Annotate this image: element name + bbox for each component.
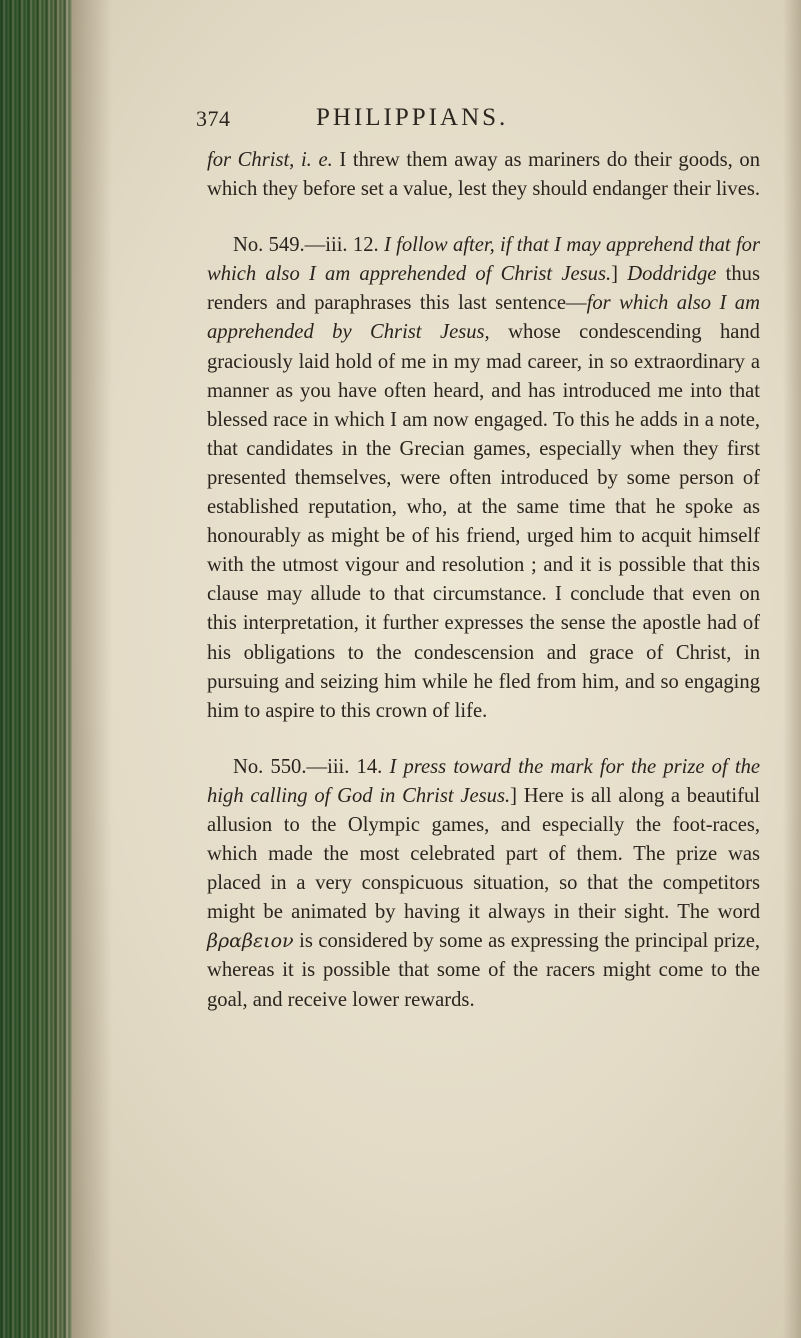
paragraph-text: I threw them away as mariners do their goods, on which they before set a value, lest they should endanger their lives. <box>207 149 760 201</box>
page-number: 374 <box>196 106 231 131</box>
scripture-quote: I follow after, if that I may apprehend that for which also I am apprehended of Christ Jesus. <box>207 234 760 286</box>
entry-reference: No. 550.—iii. 14. <box>233 755 390 778</box>
paragraph-text: whose condescending hand graciously laid hold of me in my mad career, in so extraordinary a manner as you have often heard, and has introduced me into that blessed race in which I am now engaged. To this he adds in a note, that candidates in the Grecian games, especially when they first presented themselves, were often introduced by some person of established reputation, who, at the same time that he spoke as honourably as might be of his friend, urged him to acquit himself with the utmost vigour and resolution ; and it is possible that this clause may allude to that circumstance. I conclude that even on this interpretation, it further expresses the sense the apostle had of his obligations to the condescension and grace of Christ, in pursuing and seizing him while he fled from him, and so engaging him to aspire to this crown of life. <box>207 321 760 722</box>
paragraph-text: ] Here is all along a beautiful allusion to the Olympic games, and especially the foot-races, which made the most celebrated part of them. The prize was placed in a very conspicuous situation, so that the competitors might be animated by having it always in their sight. The word <box>207 784 760 924</box>
bracket: ] <box>611 263 628 286</box>
book-binding <box>0 0 72 1338</box>
italic-phrase: for Christ, i. e. <box>207 149 333 171</box>
paragraph-text: thus renders and paraphrases this last sentence— <box>207 263 760 315</box>
running-head: PHILIPPIANS. <box>316 104 509 131</box>
scripture-quote: I press toward the mark for the prize of the high calling of God in Christ Jesus. <box>207 755 760 807</box>
entry-reference: No. 549.—iii. 12. <box>233 234 384 257</box>
paragraph-no-549 <box>207 231 760 726</box>
greek-word: βραβειον <box>207 930 294 953</box>
paragraph-continuation <box>207 146 760 204</box>
paragraph-text: is considered by some as expressing the principal prize, whereas it is possible that some of the racers might come to the goal, and receive lower rewards. <box>207 930 760 1011</box>
page-edge <box>783 0 801 1338</box>
gutter-shadow <box>72 0 112 1338</box>
italic-phrase: for which also I am apprehended by Christ Jesus, <box>207 292 760 344</box>
page-header <box>196 100 756 140</box>
author-name: Doddridge <box>627 263 717 286</box>
paragraph-no-550 <box>207 753 760 1015</box>
page-body <box>207 146 760 1015</box>
